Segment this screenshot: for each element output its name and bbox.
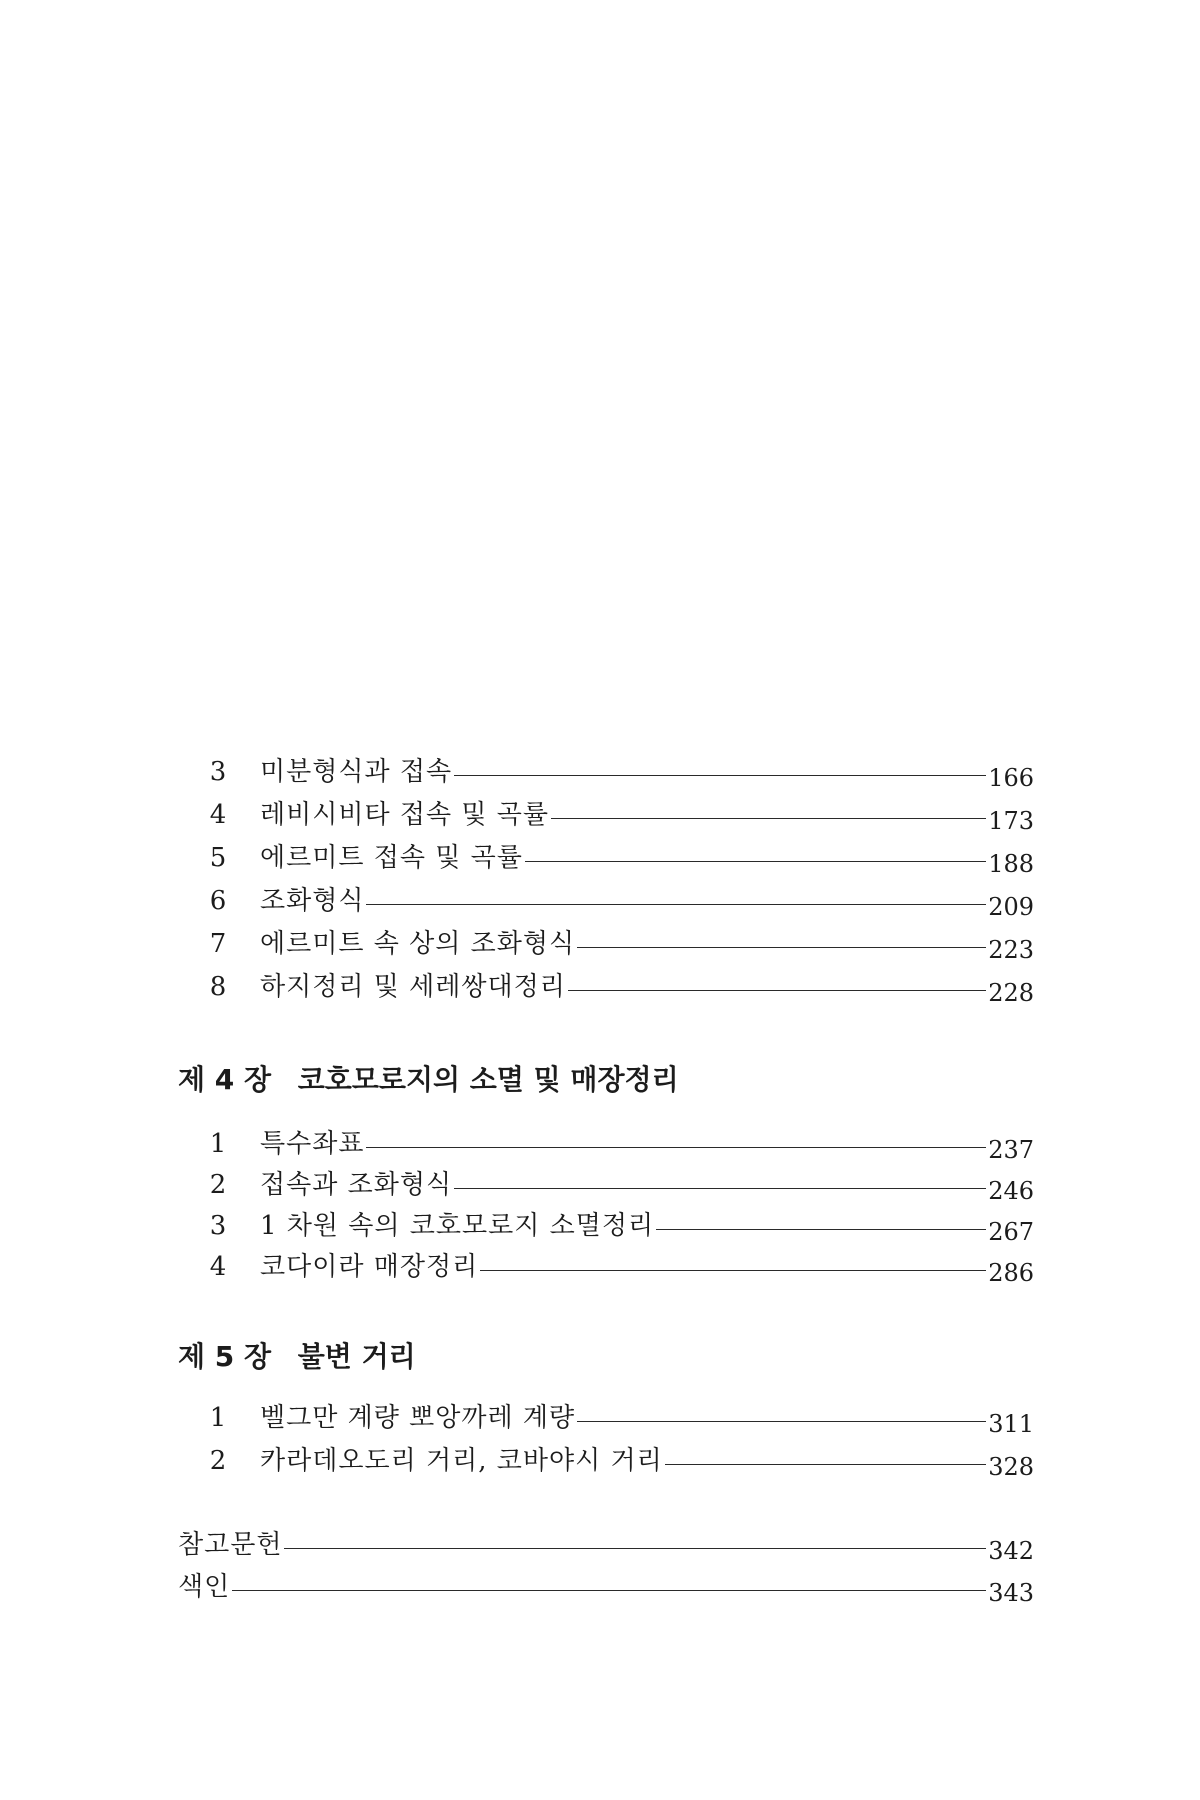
toc-entry — [198, 1445, 1034, 1481]
toc-entry — [198, 842, 1034, 878]
leader-line — [480, 1270, 986, 1271]
entry-page: 166 — [988, 764, 1034, 792]
entry-title: 1 차원 속의 코호모로지 소멸정리 — [260, 1211, 655, 1241]
entry-title: 참고문헌 — [178, 1530, 283, 1560]
entry-number: 1 — [209, 1129, 227, 1159]
entry-number: 8 — [209, 972, 227, 1002]
entry-title: 에르미트 접속 및 곡률 — [260, 843, 523, 873]
entry-number: 6 — [209, 886, 227, 916]
entry-number: 4 — [209, 1252, 227, 1282]
entry-page: 209 — [988, 893, 1034, 921]
toc-entry-bibliography — [178, 1529, 1034, 1565]
entry-page: 188 — [988, 850, 1034, 878]
entry-title: 조화형식 — [260, 886, 365, 916]
entry-title: 미분형식과 접속 — [260, 757, 453, 787]
entry-number: 1 — [209, 1403, 227, 1433]
toc-entry — [198, 799, 1034, 835]
toc-entry — [198, 971, 1034, 1007]
entry-number: 3 — [209, 1211, 227, 1241]
entry-page: 267 — [988, 1218, 1034, 1246]
entry-page: 228 — [988, 979, 1034, 1007]
entry-page: 328 — [988, 1453, 1034, 1481]
entry-title: 카라데오도리 거리, 코바야시 거리 — [260, 1446, 663, 1476]
entry-number: 4 — [209, 800, 227, 830]
leader-line — [232, 1590, 986, 1591]
toc-entry — [198, 885, 1034, 921]
leader-line — [577, 947, 986, 948]
entry-title: 특수좌표 — [260, 1129, 365, 1159]
entry-title: 접속과 조화형식 — [260, 1170, 453, 1200]
entry-page: 173 — [988, 807, 1034, 835]
chapter-label: 제 4 장 — [178, 1063, 272, 1096]
toc-entry — [198, 928, 1034, 964]
leader-line — [656, 1229, 986, 1230]
entry-page: 223 — [988, 936, 1034, 964]
toc-entry — [198, 1128, 1034, 1164]
toc-entry — [198, 1169, 1034, 1205]
entry-title: 색인 — [178, 1572, 231, 1602]
entry-page: 311 — [988, 1410, 1034, 1438]
toc-entry — [198, 1210, 1034, 1246]
entry-title: 하지정리 및 세레쌍대정리 — [260, 972, 566, 1002]
entry-number: 2 — [209, 1446, 227, 1476]
leader-line — [525, 861, 986, 862]
entry-number: 3 — [209, 757, 227, 787]
entry-title: 레비시비타 접속 및 곡률 — [260, 800, 549, 830]
toc-entry — [198, 756, 1034, 792]
entry-page: 342 — [988, 1537, 1034, 1565]
leader-line — [568, 990, 986, 991]
chapter-title: 불변 거리 — [297, 1340, 416, 1373]
leader-line — [454, 775, 986, 776]
entry-title: 에르미트 속 상의 조화형식 — [260, 929, 576, 959]
entry-page: 246 — [988, 1177, 1034, 1205]
leader-line — [284, 1548, 986, 1549]
leader-line — [366, 1147, 986, 1148]
entry-title: 코다이라 매장정리 — [260, 1252, 479, 1282]
chapter-label: 제 5 장 — [178, 1340, 272, 1373]
leader-line — [366, 904, 986, 905]
leader-line — [551, 818, 986, 819]
chapter-heading — [178, 1335, 416, 1375]
entry-number: 2 — [209, 1170, 227, 1200]
entry-number: 7 — [209, 929, 227, 959]
entry-page: 237 — [988, 1136, 1034, 1164]
toc-entry-index — [178, 1571, 1034, 1607]
entry-title: 벨그만 계량 뽀앙까레 계량 — [260, 1403, 576, 1433]
chapter-title: 코호모로지의 소멸 및 매장정리 — [297, 1063, 679, 1096]
leader-line — [454, 1188, 986, 1189]
chapter-heading — [178, 1058, 679, 1098]
toc-entry — [198, 1402, 1034, 1438]
leader-line — [665, 1464, 987, 1465]
entry-page: 286 — [988, 1259, 1034, 1287]
entry-number: 5 — [209, 843, 227, 873]
toc-entry — [198, 1251, 1034, 1287]
leader-line — [577, 1421, 986, 1422]
entry-page: 343 — [988, 1579, 1034, 1607]
